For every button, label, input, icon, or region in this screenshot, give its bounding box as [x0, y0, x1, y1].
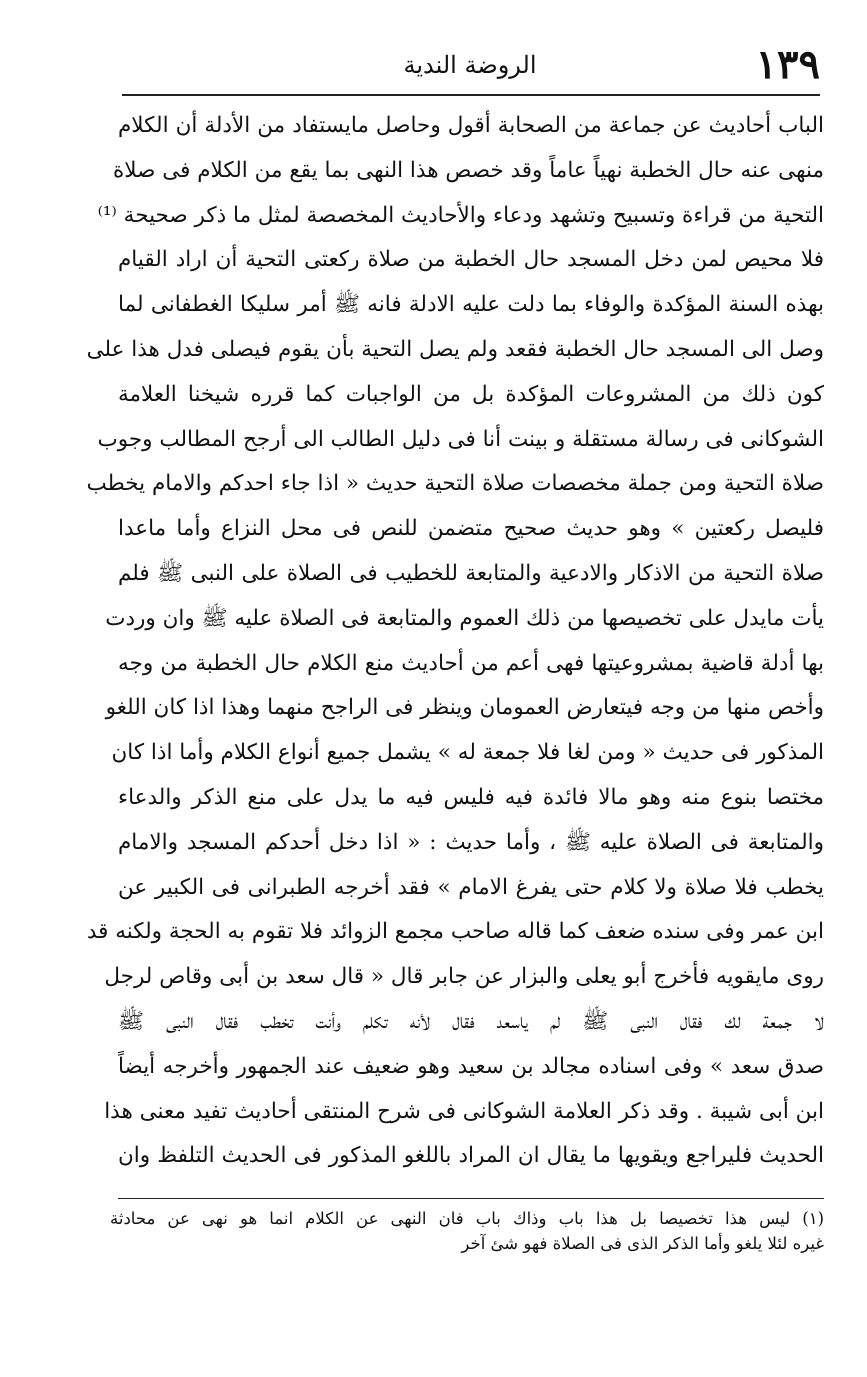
footnote-line: (١) ليس هذا تخصيصا بل هذا باب وذاك باب فان النهى عن الكلام انما هو نهى عن محادثة [110, 1209, 824, 1228]
text-line: التحية من قراءة وتسبيح وتشهد ودعاء والأحاديث المخصصة لمثل ما ذكر صحيحة ⁽¹⁾ [97, 202, 824, 228]
text-line: وصل الى المسجد حال الخطبة فقعد ولم يصل التحية بأن يقوم فيصلى فدل هذا على [86, 336, 824, 362]
text-line: كون ذلك من المشروعات المؤكدة بل من الواجبات كما قرره شيخنا العلامة [118, 381, 824, 407]
text-line: صدق سعد » وفى اسناده مجالد بن سعيد وهو ضعيف عند الجمهور وأخرجه أيضاً [118, 1053, 824, 1079]
page-number: ١٣٩ [755, 41, 820, 88]
text-line: يأت مايدل على تخصيصها من ذلك العموم والمتابعة فى الصلاة عليه ﷺ وان وردت [105, 605, 824, 631]
text-line: مختصا بنوع منه وهو مالا فائدة فيه فليس فيه ما يدل على منع الذكر والدعاء [118, 784, 824, 810]
text-line: الحديث فليراجع ويقويها ما يقال ان المراد باللغو المذكور فى الحديث التلفظ وان [118, 1143, 824, 1169]
text-line: الشوكانى فى رسالة مستقلة و بينت أنا فى دليل الطالب الى أرجح المطالب وجوب [97, 426, 824, 452]
text-line: صلاة التحية ومن جملة مخصصات صلاة التحية حديث « اذا جاء احدكم والامام يخطب [86, 471, 824, 497]
text-line: يخطب فلا صلاة ولا كلام حتى يفرغ الامام » فقد أخرجه الطبرانى فى الكبير عن [118, 874, 824, 900]
footnote-divider [118, 1198, 824, 1199]
text-line: وأخص منها من وجه فيتعارض العمومان وينظر فى الراجح منهما وهذا اذا كان اللغو [105, 695, 824, 721]
text-line: والمتابعة فى الصلاة عليه ﷺ ، وأما حديث : « اذا دخل أحدكم المسجد والامام [118, 829, 824, 855]
page-header [120, 40, 820, 90]
text-line: ابن عمر وفى سنده ضعف كما قاله صاحب مجمع الزوائد فلا تقوم به الحجة ولكنه قد [86, 919, 824, 945]
main-text [86, 104, 824, 1179]
text-line: ابن أبى شيبة . وقد ذكر العلامة الشوكانى فى شرح المنتقى أحاديث تفيد معنى هذا [104, 1098, 824, 1124]
text-line: الباب أحاديث عن جماعة من الصحابة أقول وحاصل مايستفاد من الأدلة أن الكلام [118, 113, 824, 138]
text-line: فلا محيص لمن دخل المسجد حال الخطبة من صلاة ركعتى التحية أن اراد القيام [118, 247, 824, 273]
text-line: لا جمعة لك فقال النبى ﷺ لم ياسعد فقال لأنه تكلم وأنت تخطب فقال النبى ﷺ [118, 1008, 824, 1034]
footnotes [110, 1206, 824, 1256]
text-line: صلاة التحية من الاذكار والادعية والمتابعة للخطيب فى الصلاة على النبى ﷺ فلم [118, 560, 824, 586]
text-line: المذكور فى حديث « ومن لغا فلا جمعة له » يشمل جميع أنواع الكلام وأما اذا كان [111, 740, 824, 766]
text-line: منهى عنه حال الخطبة نهياً عاماً وقد خصص هذا النهى بما يقع من الكلام فى صلاة [113, 157, 824, 183]
text-line: روى مايقويه فأخرج أبو يعلى والبزار عن جابر قال « قال سعد بن أبى وقاص لرجل [104, 964, 824, 990]
header-divider [122, 94, 820, 96]
text-line: بها أدلة قاضية بمشروعيتها فهى أعم من أحاديث منع الكلام حال الخطبة من وجه [118, 650, 824, 676]
footnote-line: غيره لئلا يلغو وأما الذكر الذى فى الصلاة فهو شئ آخر [461, 1234, 824, 1253]
running-title: الروضة الندية [403, 51, 537, 79]
text-line: بهذه السنة المؤكدة والوفاء بما دلت عليه الادلة فانه ﷺ أمر سليكا الغطفانى لما [118, 292, 824, 318]
text-line: فليصل ركعتين » وهو حديث صحيح متضمن للنص فى محل النزاع وأما ماعدا [118, 516, 824, 542]
